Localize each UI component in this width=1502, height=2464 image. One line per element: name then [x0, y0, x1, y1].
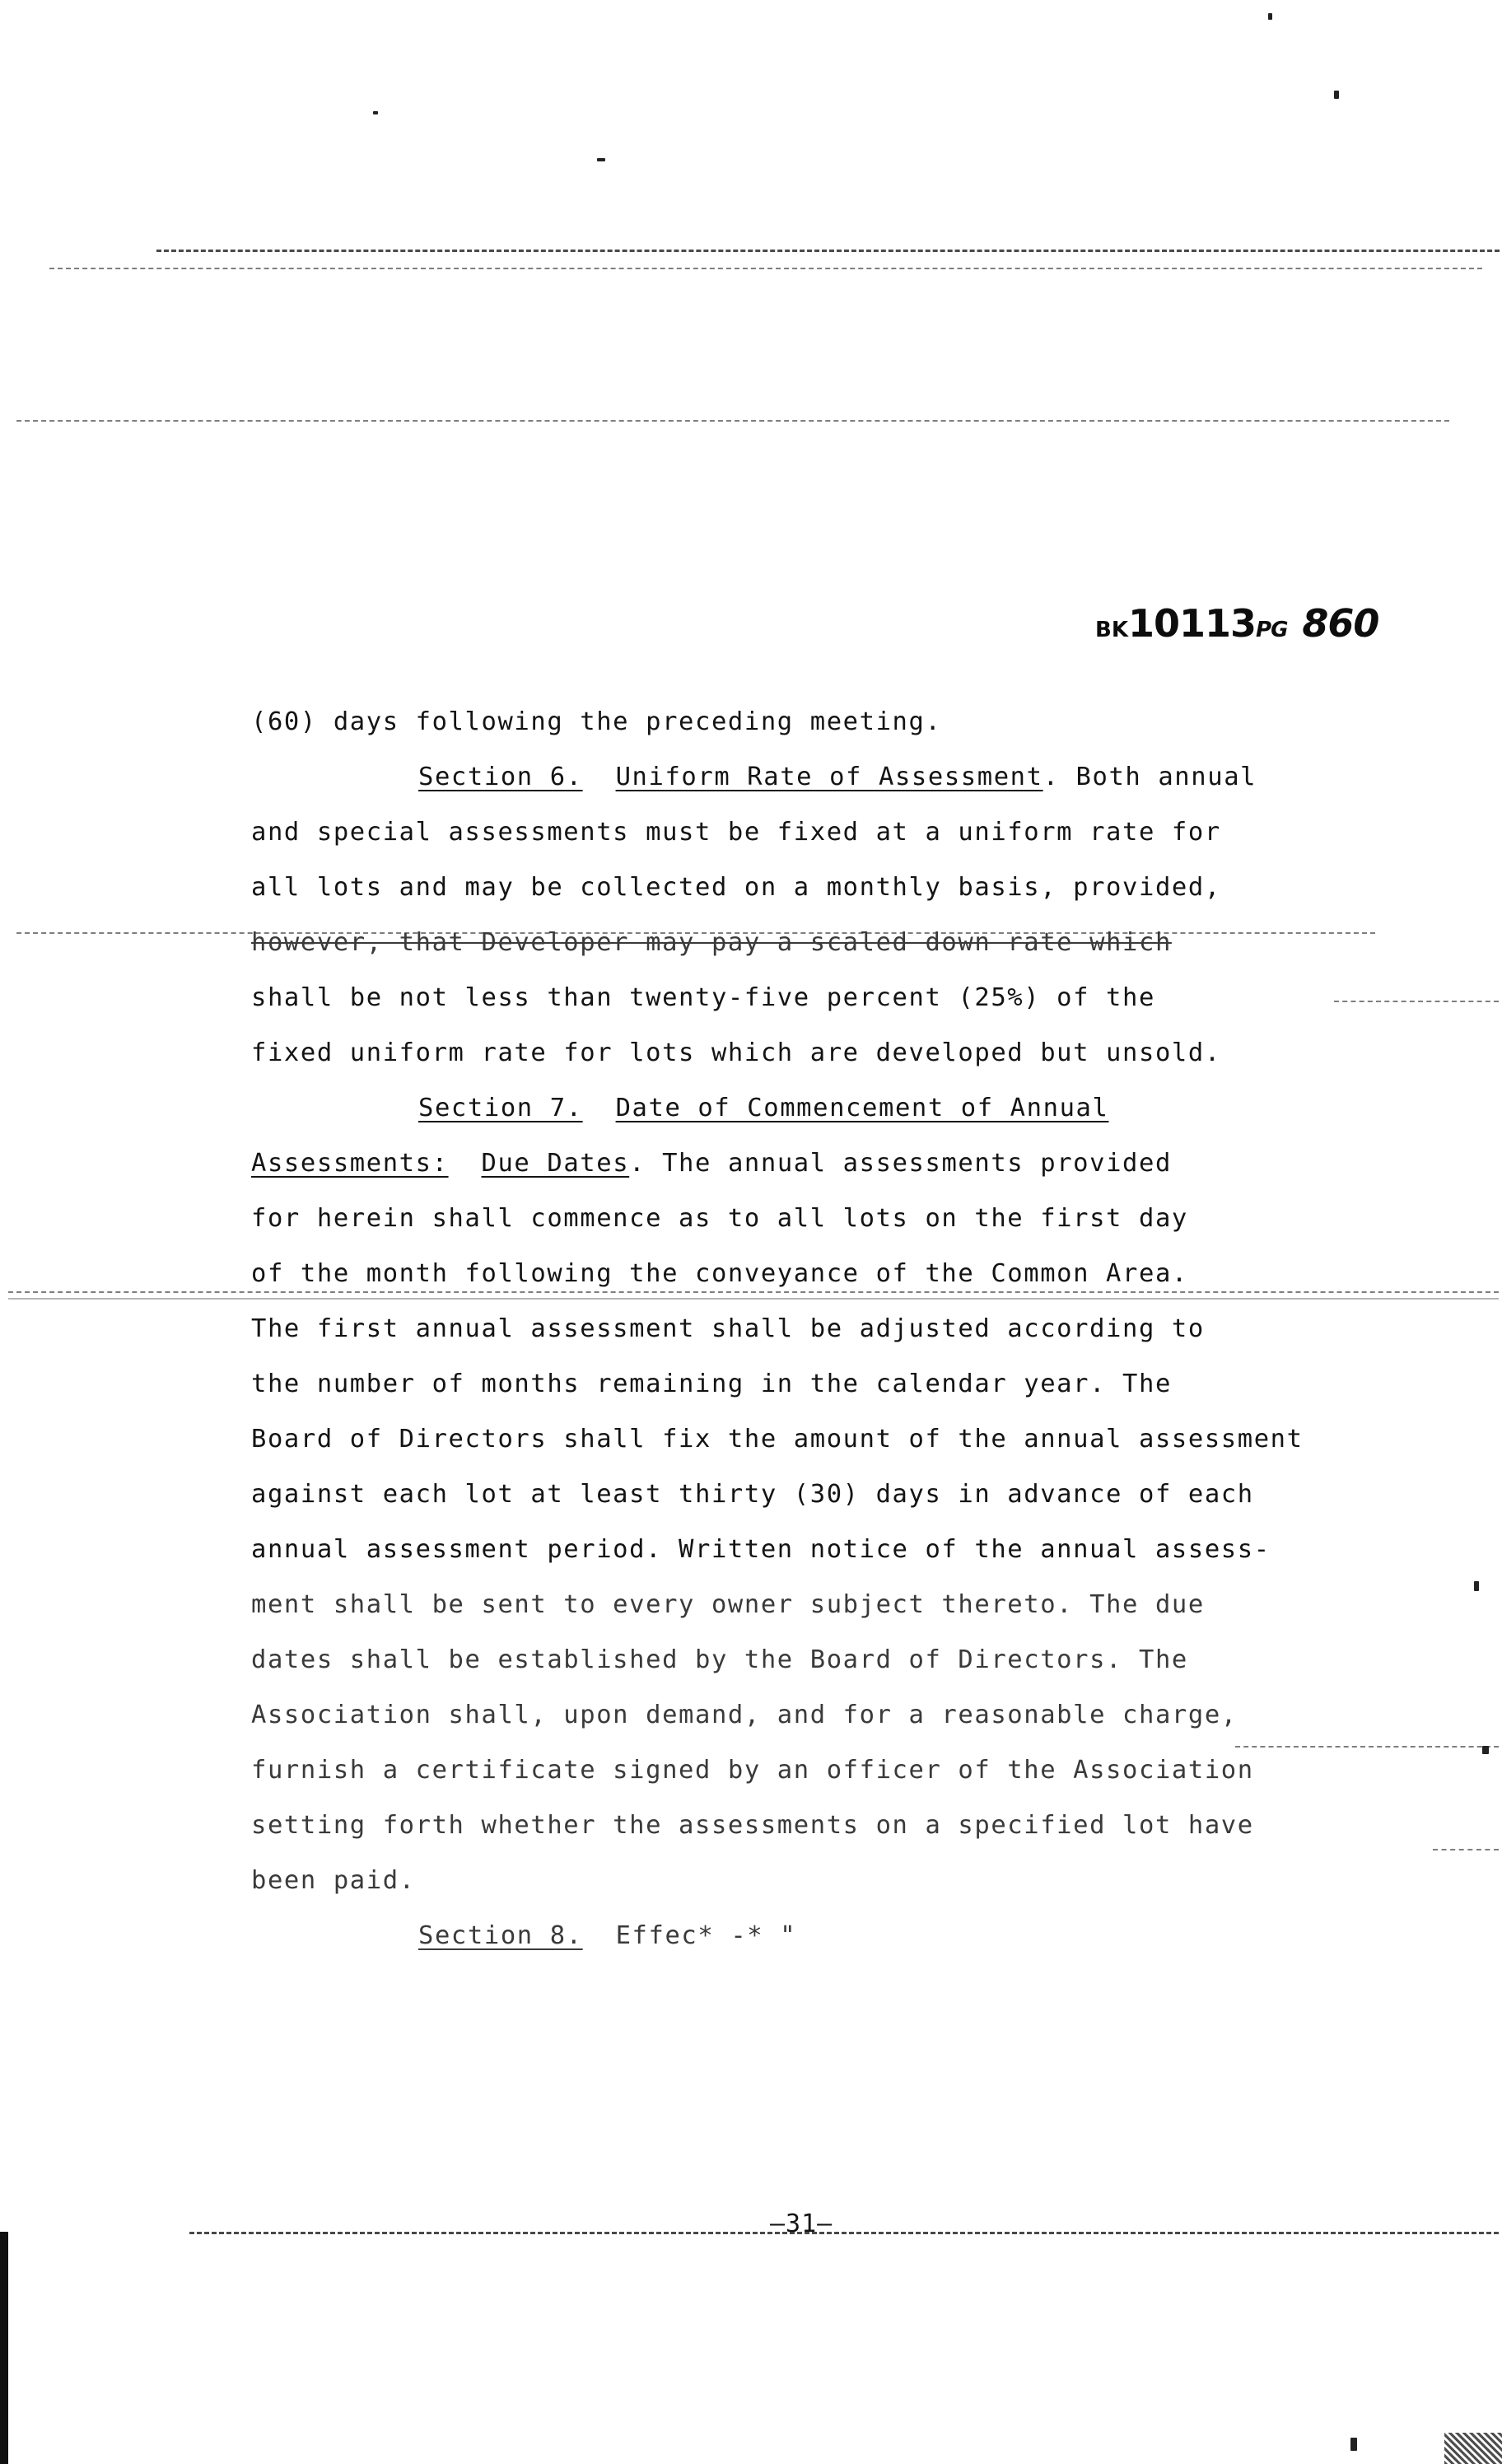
- section-7-label: Section 7.: [418, 1094, 583, 1122]
- scan-speck: [1474, 1581, 1479, 1591]
- text-fragment: . Both annual: [1043, 763, 1257, 791]
- text-line: of the month following the conveyance of the Common Area.: [251, 1259, 1188, 1288]
- text-line: for herein shall commence as to all lots on the first day: [251, 1204, 1188, 1233]
- scan-rule: [16, 420, 1449, 422]
- text-line: ment shall be sent to every owner subject thereto. The due: [251, 1590, 1205, 1619]
- text-line: furnish a certificate signed by an officer of the Association: [251, 1756, 1254, 1785]
- footer-page-number: —31—: [770, 2210, 833, 2238]
- section-8-heading-line: [251, 1908, 1388, 1963]
- scan-rule: [1433, 1849, 1499, 1850]
- section-8-label: Section 8.: [418, 1921, 583, 1950]
- book-number: 10113: [1127, 601, 1257, 646]
- text-line: dates shall be established by the Board of Directors. The: [251, 1645, 1188, 1674]
- section-7-title: Date of Commencement of Annual: [615, 1094, 1109, 1122]
- text-line: been paid.: [251, 1866, 416, 1895]
- body-text: [251, 694, 1388, 1963]
- scan-speck: [373, 111, 378, 114]
- scan-edge-mark: [0, 2232, 8, 2464]
- section-7-heading-line-2: [251, 1136, 1388, 1191]
- scan-corner-mark: [1444, 2433, 1502, 2464]
- section-7-title-b: Assessments:: [251, 1149, 449, 1178]
- text-line: and special assessments must be fixed at a uniform rate for: [251, 818, 1221, 847]
- struck-text-line: however, that Developer may pay a scaled down rate which: [251, 928, 1172, 957]
- book-prefix: BK: [1095, 618, 1128, 642]
- text-line: (60) days following the preceding meeting.: [251, 707, 942, 736]
- page-number-header: 860: [1302, 601, 1379, 646]
- page-prefix: PG: [1256, 618, 1288, 642]
- scan-speck: [1334, 91, 1339, 99]
- section-6-label: Section 6.: [418, 763, 583, 791]
- scan-speck: [1350, 2438, 1357, 2451]
- scan-rule: [156, 250, 1502, 252]
- text-line: the number of months remaining in the calendar year. The: [251, 1370, 1172, 1398]
- text-line: Board of Directors shall fix the amount of the annual assessment: [251, 1425, 1304, 1454]
- text-fragment: . The annual assessments provided: [629, 1149, 1172, 1178]
- text-line: Association shall, upon demand, and for a reasonable charge,: [251, 1701, 1238, 1729]
- scan-speck: [1482, 1746, 1489, 1754]
- section-6-title: Uniform Rate of Assessment: [615, 763, 1043, 791]
- text-line: shall be not less than twenty-five percent (25%) of the: [251, 983, 1155, 1012]
- scan-rule: [49, 268, 1482, 269]
- section-7-heading-line: [251, 1080, 1388, 1136]
- section-8-title-fragment: Effec* -* ": [615, 1921, 797, 1950]
- text-line: against each lot at least thirty (30) days in advance of each: [251, 1480, 1254, 1509]
- section-7-title-c: Due Dates: [481, 1149, 630, 1178]
- scan-speck: [1268, 13, 1272, 20]
- scan-rule: [189, 2232, 1499, 2234]
- text-line: setting forth whether the assessments on a specified lot have: [251, 1811, 1254, 1840]
- scan-speck: [597, 158, 605, 161]
- text-line: fixed uniform rate for lots which are developed but unsold.: [251, 1038, 1221, 1067]
- section-6-heading-line: [251, 749, 1388, 805]
- book-page-reference: [1095, 601, 1378, 646]
- text-line: annual assessment period. Written notice of the annual assess-: [251, 1535, 1271, 1564]
- text-line: The first annual assessment shall be adjusted according to: [251, 1314, 1205, 1343]
- text-line: all lots and may be collected on a monthly basis, provided,: [251, 873, 1221, 902]
